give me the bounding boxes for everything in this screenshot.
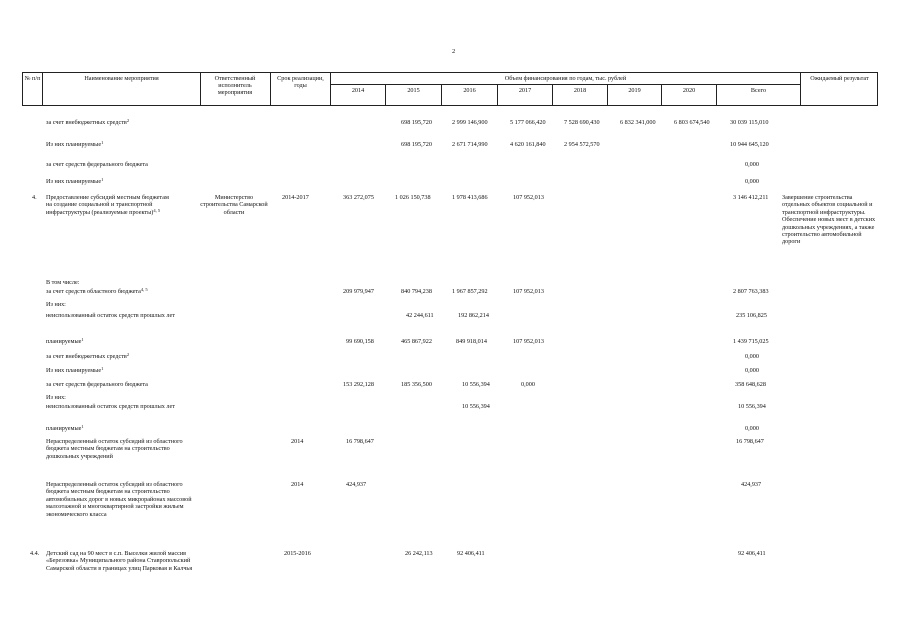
cell-2016: 1 967 857,292 — [452, 288, 488, 295]
cell-2014: 209 979,947 — [343, 288, 374, 295]
header-num: № п/п — [24, 75, 41, 82]
row-number: 4.4. — [30, 550, 40, 557]
cell-2017: 107 952,013 — [513, 338, 544, 345]
row-label: за счет внебюджетных средств$^2$ — [46, 118, 130, 126]
row-number: 4. — [32, 194, 37, 201]
row-label: неиспользованный остаток средств прошлых лет — [46, 312, 175, 319]
cell-2014: 363 272,075 — [343, 194, 374, 201]
row-label: Из них планируемые$^1$ — [46, 140, 104, 148]
cell-total: 0,000 — [745, 425, 759, 432]
header-year-2015: 2015 — [407, 87, 420, 94]
cell-total: 0,000 — [745, 178, 759, 185]
cell-2017: 107 952,013 — [513, 194, 544, 201]
cell-total: 0,000 — [745, 353, 759, 360]
cell-2016: 92 406,411 — [457, 550, 485, 557]
header-year-2020: 2020 — [682, 87, 696, 94]
page-number: 2 — [452, 48, 456, 55]
cell-2014: 424,937 — [346, 481, 367, 488]
cell-total: 30 039 115,010 — [730, 119, 769, 126]
header-year-2014: 2014 — [351, 87, 365, 94]
row-result: Завершение строительства отдельных объектов социальной и транспортной инфраструктуры. Обеспечение новых мест в детских дошкольных учреждениях, а также строительство автомобильной дороги — [782, 194, 876, 246]
cell-2017: 5 177 066,420 — [510, 119, 546, 126]
cell-total: 10 944 645,120 — [730, 141, 769, 148]
row-label: планируемые$^1$ — [46, 337, 84, 345]
header-result: Ожидаемый результат — [810, 75, 869, 82]
header-year-2016: 2016 — [463, 87, 476, 94]
row-period: 2015-2016 — [284, 550, 311, 557]
cell-2015: 840 794,238 — [401, 288, 432, 295]
cell-2015: 698 195,720 — [401, 119, 432, 126]
cell-2014: 99 690,158 — [346, 338, 374, 345]
cell-2014: 16 798,647 — [346, 438, 374, 445]
cell-2015: 185 356,500 — [401, 381, 432, 388]
cell-total: 16 798,647 — [736, 438, 764, 445]
cell-total: 0,000 — [745, 161, 759, 168]
row-label: Нераспределенный остаток субсидий из областного бюджета местным бюджетам на строительство дошкольных учреждений — [46, 438, 183, 460]
row-label: за счет внебюджетных средств$^2$ — [46, 352, 130, 360]
cell-2014: 153 292,128 — [343, 381, 374, 388]
header-volume: Объем финансирования по годам, тыс. рублей — [504, 75, 627, 82]
cell-2017: 0,000 — [521, 381, 535, 388]
cell-total: 10 556,394 — [738, 403, 766, 410]
cell-total: 235 106,825 — [736, 312, 767, 319]
row-label: планируемые$^1$ — [46, 424, 84, 432]
cell-total: 92 406,411 — [738, 550, 766, 557]
cell-2016: 10 556,394 — [462, 381, 490, 388]
cell-2017: 4 620 161,840 — [510, 141, 546, 148]
row-label: Из них планируемые$^1$ — [46, 177, 104, 185]
row-label: В том числе: — [46, 279, 80, 286]
cell-2015: 26 242,113 — [405, 550, 433, 557]
row-period: 2014 — [291, 481, 304, 488]
cell-2016: 192 862,214 — [458, 312, 489, 319]
row-label: за счет средств областного бюджета$^{4, 5}$ — [46, 287, 148, 295]
header-year-2018: 2018 — [573, 87, 587, 94]
header-year-2019: 2019 — [628, 87, 641, 94]
cell-total: 3 146 412,211 — [733, 194, 769, 201]
cell-2016: 1 978 413,686 — [452, 194, 488, 201]
cell-total: 1 439 715,025 — [733, 338, 769, 345]
cell-total: 424,937 — [741, 481, 762, 488]
cell-2019: 6 832 341,000 — [620, 119, 656, 126]
header-period: Срок реализации, годы — [277, 75, 324, 89]
cell-2018: 2 954 572,570 — [564, 141, 600, 148]
row-label: Нераспределенный остаток субсидий из областного бюджета местным бюджетам на строительство автомобильных дорог в новых микрорайонах массовой малоэтажной и многоквартирной застройки жильем экономического класса — [46, 481, 192, 518]
row-executor: Министерство строительства Самарской области — [200, 194, 268, 216]
row-label: Из них: — [46, 301, 66, 308]
row-period: 2014 — [291, 438, 304, 445]
row-period: 2014-2017 — [282, 194, 309, 201]
cell-2020: 6 803 674,540 — [674, 119, 710, 126]
row-label: неиспользованный остаток средств прошлых лет — [46, 403, 175, 410]
row-label: за счет средств федерального бюджета — [46, 161, 148, 168]
header-name: Наименование мероприятия — [84, 75, 159, 82]
row-label: Предоставление субсидий местным бюджетам на создание социальной и транспортной инфраструктуры (реализуемые проекты)$^{4, 5}$ — [46, 194, 169, 216]
cell-2016: 2 999 146,900 — [452, 119, 488, 126]
cell-2018: 7 528 690,430 — [564, 119, 600, 126]
cell-2016: 10 556,394 — [462, 403, 490, 410]
header-total: Всего — [750, 87, 767, 94]
cell-2015: 1 026 150,738 — [395, 194, 431, 201]
table-header — [22, 72, 878, 106]
cell-2016: 2 671 714,990 — [452, 141, 488, 148]
row-label: за счет средств федерального бюджета — [46, 381, 148, 388]
cell-total: 0,000 — [745, 367, 759, 374]
row-label: Из них: — [46, 394, 66, 401]
cell-2015: 698 195,720 — [401, 141, 432, 148]
cell-2016: 849 918,014 — [456, 338, 487, 345]
cell-total: 2 807 763,383 — [733, 288, 769, 295]
header-year-2017: 2017 — [518, 87, 532, 94]
cell-2017: 107 952,013 — [513, 288, 544, 295]
row-label: Детский сад на 90 мест в с.п. Выселки жилой массив «Березовка» Муниципального района Ставропольский Самарской области в границах улиц Парковая и Калчья — [46, 550, 193, 572]
cell-2015: 42 244,611 — [406, 312, 434, 319]
header-executor: Ответственный исполнитель мероприятия — [214, 75, 256, 96]
cell-total: 358 648,628 — [735, 381, 766, 388]
row-label: Из них планируемые$^1$ — [46, 366, 104, 374]
cell-2015: 465 867,922 — [401, 338, 432, 345]
